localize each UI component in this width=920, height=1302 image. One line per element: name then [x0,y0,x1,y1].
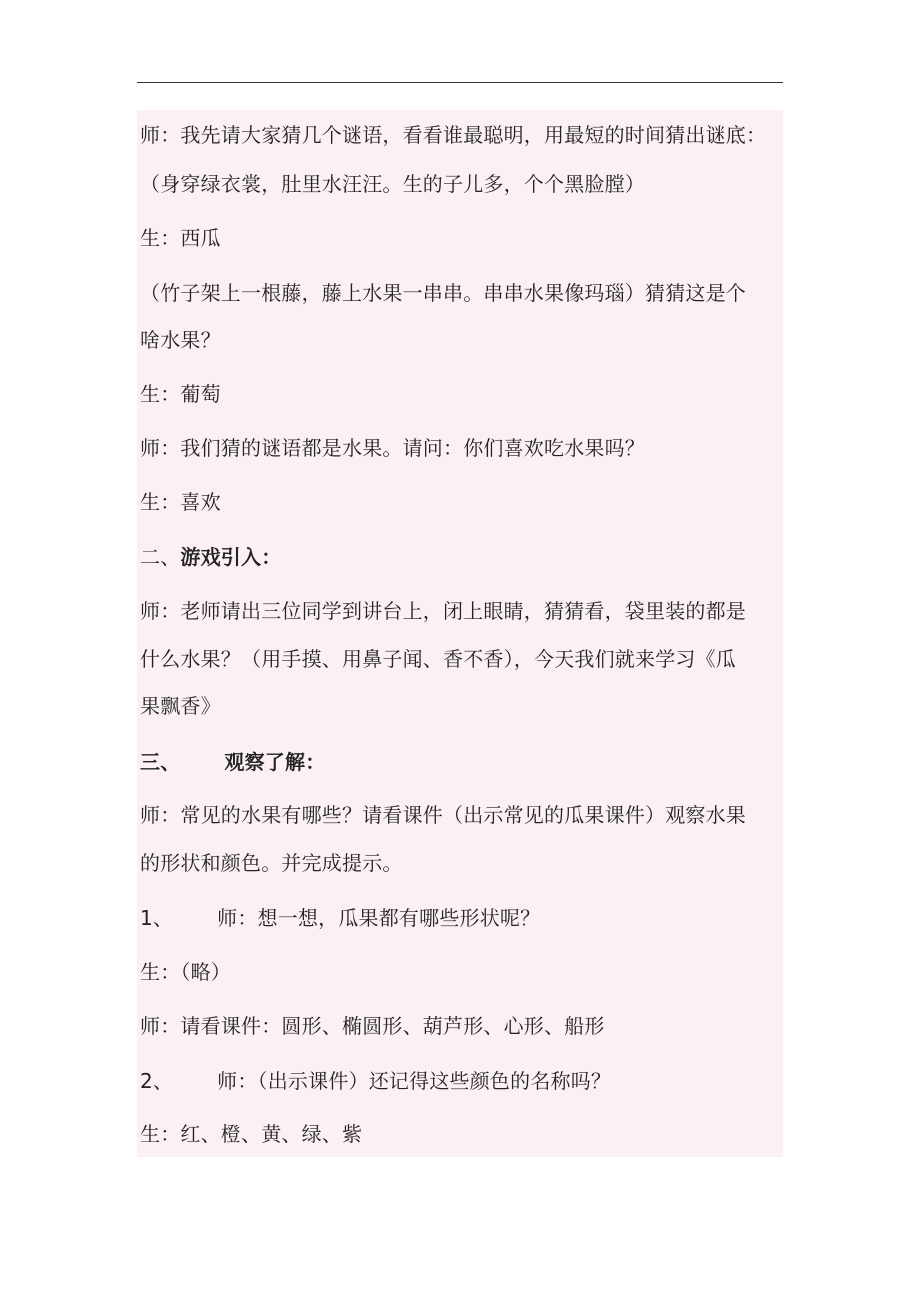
highlighted-text-block [137,110,783,1157]
text-line: 生：（略） [140,960,231,984]
text-line: （身穿绿衣裳，肚里水汪汪。生的子儿多，个个黑脸膛） [140,172,645,196]
text-line: 师：我们猜的谜语都是水果。请问：你们喜欢吃水果吗？ [140,436,645,460]
header-rule [137,82,783,83]
text-line: （竹子架上一根藤，藤上水果一串串。串串水果像玛瑙）猜猜这是个 [140,281,746,305]
text-line: 什么水果？（用手摸、用鼻子闻、香不香），今天我们就来学习《瓜 [140,647,736,671]
section-title: 观察了解： [224,750,326,774]
text-line: 啥水果？ [140,328,221,352]
text-line: 师：老师请出三位同学到讲台上，闭上眼睛，猜猜看，袋里装的都是 [140,599,746,623]
section-number: 二、 [140,545,181,569]
text-line: 生：红、橙、黄、绿、紫 [140,1122,363,1146]
section-heading [140,543,786,571]
section-heading [140,748,786,776]
section-number: 三、 [140,750,181,774]
item-number: 1、 [140,906,174,930]
text-line: 的形状和颜色。并完成提示。 [140,851,403,875]
numbered-item [140,1067,786,1095]
text-line: 师：我先请大家猜几个谜语，看看谁最聪明，用最短的时间猜出谜底： [140,123,767,147]
text-line: 师：常见的水果有哪些？请看课件（出示常见的瓜果课件）观察水果 [140,803,746,827]
text-line: 生：喜欢 [140,490,221,514]
text-line: 生：西瓜 [140,226,221,250]
text-line: 师：请看课件：圆形、椭圆形、葫芦形、心形、船形 [140,1014,605,1038]
numbered-item [140,904,786,932]
text-line: 果飘香》 [140,694,221,718]
section-title: 游戏引入： [180,545,282,569]
item-text: 师：想一想，瓜果都有哪些形状呢？ [217,906,541,930]
item-number: 2、 [140,1069,174,1093]
item-text: 师：（出示课件）还记得这些颜色的名称吗？ [217,1069,612,1093]
text-line: 生：葡萄 [140,382,221,406]
